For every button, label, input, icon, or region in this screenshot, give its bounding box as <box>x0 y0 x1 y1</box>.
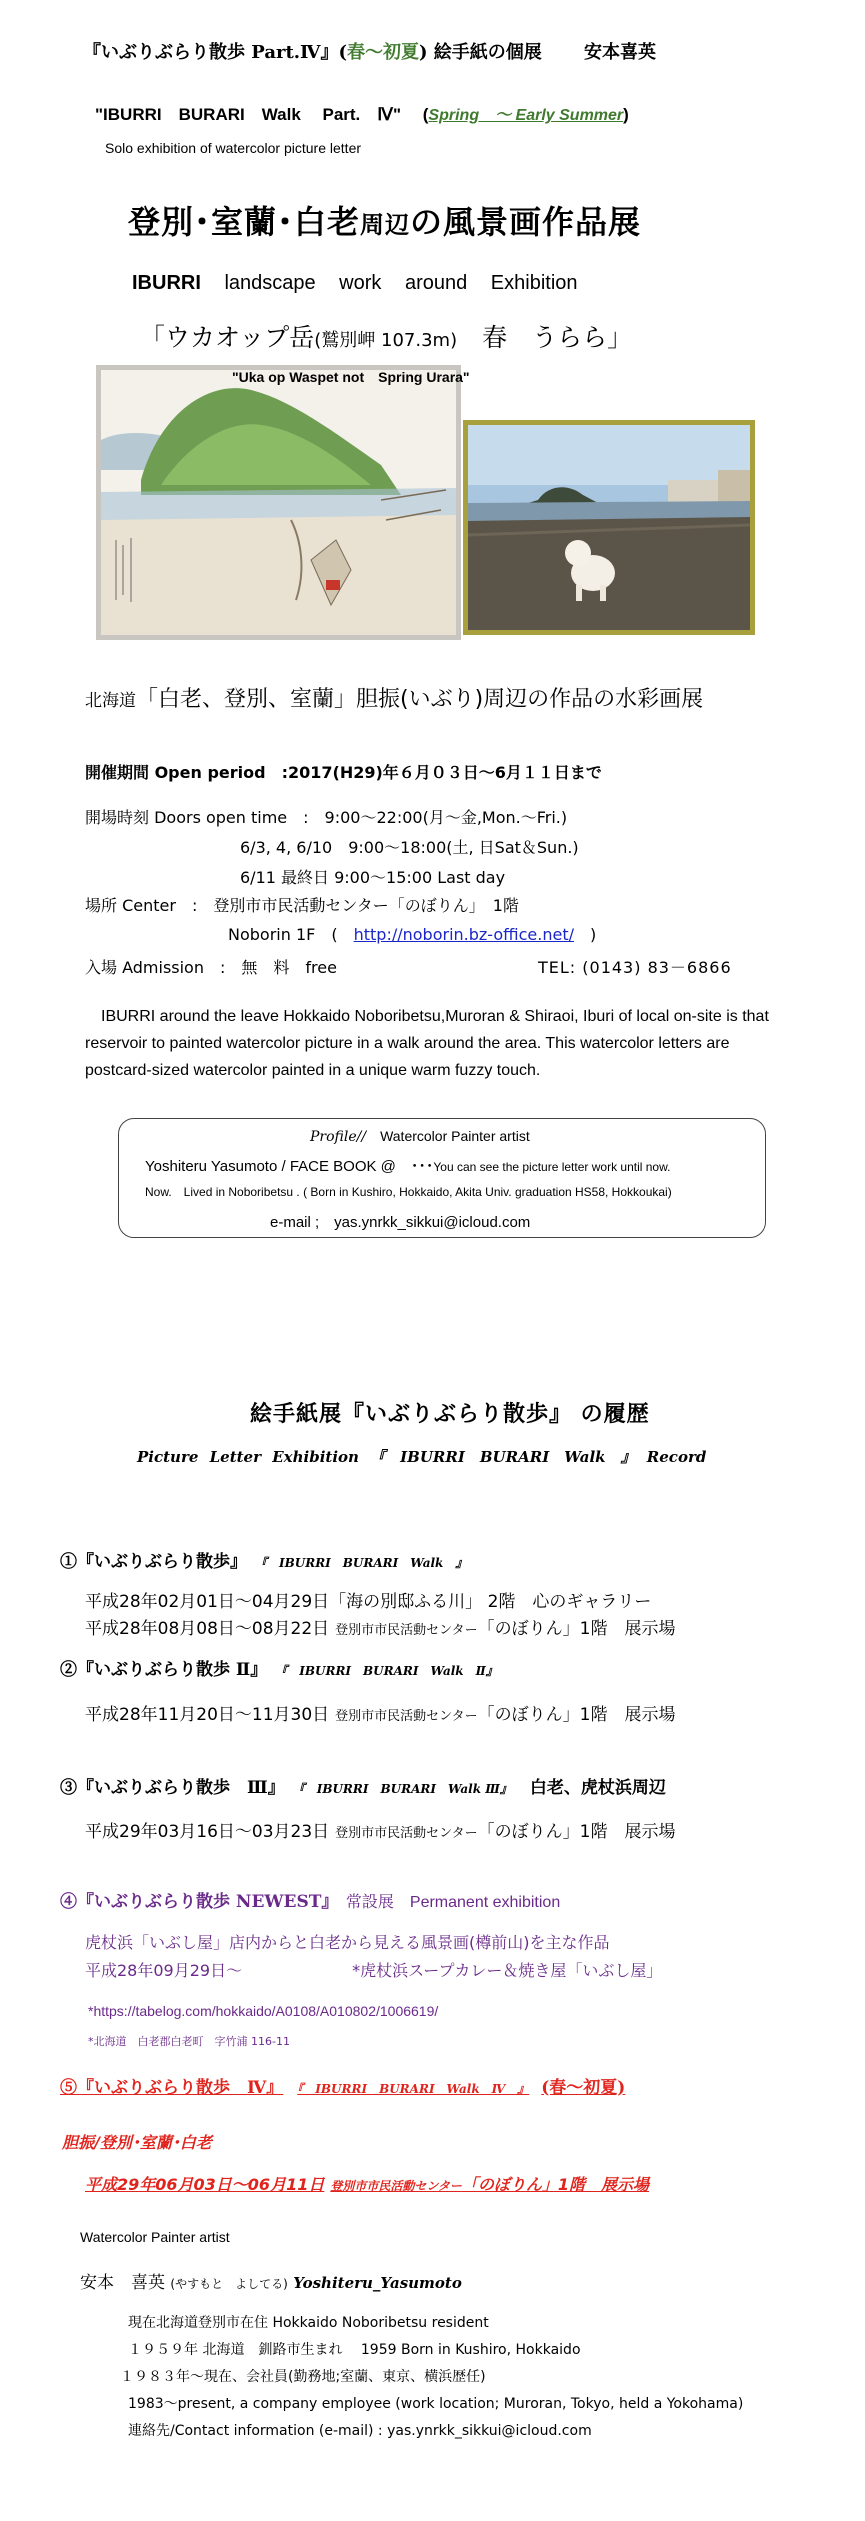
open-period-label: 開催期間 Open period : <box>85 763 288 782</box>
record-item-4-line-2 <box>85 1958 662 1981</box>
header-title-a: 『いぶりぶらり散歩 Part.Ⅳ』( <box>83 42 347 63</box>
header-season: 春～初夏 <box>347 42 419 63</box>
profile-facebook: / FACE BOOK @ ･･･ <box>277 1158 434 1175</box>
profile-name-line <box>145 1155 670 1176</box>
open-period <box>85 760 602 783</box>
record-2-1-date: 平成28年11月20日～11月30日 <box>85 1705 330 1725</box>
work-title-a: 「ウカオップ岳 <box>140 323 315 352</box>
record-item-5-area: 胆振/登別･室蘭･白老 <box>62 2133 212 2152</box>
watercolor-painting-image <box>96 365 461 640</box>
title-english-bold: IBURRI <box>132 272 201 294</box>
profile-email: e-mail ; yas.ynrkk_sikkui@icloud.com <box>270 1214 531 1231</box>
record-3-title-en: 『 IBURRI BURARI Walk Ⅲ』 <box>298 1782 512 1796</box>
record-item-5-heading <box>60 2073 625 2098</box>
profile-heading-label: Profile// <box>310 1129 367 1145</box>
record-4-date: 平成28年09月29日～ <box>85 1961 243 1980</box>
record-3-1-place: 「のぼりん」1階 展示場 <box>477 1822 676 1842</box>
admission <box>85 955 337 978</box>
artist-name: 安本 喜英 <box>80 2273 165 2293</box>
artist-label: Watercolor Painter artist <box>80 2229 230 2245</box>
record-2-title-en: 『 IBURRI BURARI Walk Ⅱ』 <box>281 1664 498 1678</box>
record-1-1-date: 平成28年02月01日～04月29日 <box>85 1592 330 1612</box>
exhibition-summary <box>85 682 703 713</box>
record-5-title-en: 『 IBURRI BURARI Walk Ⅳ 』 <box>297 2082 530 2096</box>
venue <box>85 893 519 916</box>
record-item-4-address: *北海道 白老郡白老町 字竹浦 116-11 <box>88 2035 290 2048</box>
record-item-3-line-1 <box>85 1817 675 1842</box>
record-item-1-line-1 <box>85 1587 651 1612</box>
title-english-rest: landscape work around Exhibition <box>200 272 578 294</box>
record-2-1-venue: 登別市市民活動センター <box>335 1709 478 1724</box>
doors-value: 9:00～22:00(月～金,Mon.～Fri.) <box>308 808 568 827</box>
venue-english <box>228 922 596 945</box>
venue-value: 登別市市民活動センター「のぼりん」 1階 <box>197 896 519 915</box>
header-title-b: ) 絵手紙の個展 安本喜英 <box>419 42 657 63</box>
artist-bio-line: 連絡先/Contact information (e-mail) : yas.ynrkk_sikkui@icloud.com <box>128 2423 592 2439</box>
header-en-season: Spring ～ Early Summer <box>428 107 624 124</box>
record-1-2-date: 平成28年08月08日～08月22日 <box>85 1619 330 1639</box>
doors-weekend: 6/3, 4, 6/10 9:00～18:00(土, 日Sat＆Sun.) <box>240 838 579 857</box>
doors-open-time <box>85 805 567 828</box>
artist-bio-line: 1983～present, a company employee (work location; Muroran, Tokyo, held a Yokohama) <box>128 2396 744 2412</box>
telephone: TEL: (0143) 83－6866 <box>538 958 732 977</box>
header-en-b: ) <box>623 105 629 124</box>
record-subtitle: Picture Letter Exhibition 『 IBURRI BURARI Walk 』 Record <box>137 1448 707 1466</box>
artist-bio-line: １９８３年～現在、会社員(勤務地;室蘭、東京、横浜歴任) <box>120 2369 486 2385</box>
summary-text: 「白老、登別、室蘭」胆振(いぶり)周辺の作品の水彩画展 <box>136 687 704 712</box>
open-period-value: 2017(H29)年６月０３日～6月１１日まで <box>287 763 602 782</box>
record-4-title: ④『いぶりぶらり散歩 NEWEST』 <box>60 1892 330 1912</box>
title-places: 登別･室蘭･白老 <box>128 203 361 241</box>
record-item-1-heading <box>60 1547 467 1572</box>
title-english <box>132 272 578 295</box>
header-line-jp <box>83 38 656 64</box>
summary-prefix: 北海道 <box>85 691 136 711</box>
record-1-1-place: 「海の別邸ふる川」 2階 心のギャラリー <box>329 1592 652 1612</box>
artist-name-line <box>80 2268 462 2293</box>
header-en-a: "IBURRI BURARI Walk Part. Ⅳ" ( <box>95 105 429 124</box>
page-title <box>128 197 641 243</box>
profile-name: Yoshiteru Yasumoto <box>145 1158 278 1175</box>
profile-heading <box>310 1126 530 1146</box>
record-item-3-heading <box>60 1773 666 1798</box>
record-2-title: ②『いぶりぶらり散歩 Ⅱ』 <box>60 1660 268 1680</box>
record-5-season: (春～初夏) <box>541 2078 626 2098</box>
beach-photo-image <box>463 420 755 635</box>
doors-last-day: 6/11 最終日 9:00～15:00 Last day <box>240 868 506 887</box>
venue-close: ) <box>574 925 597 944</box>
record-3-area: 白老、虎杖浜周辺 <box>529 1778 666 1798</box>
record-3-1-venue: 登別市市民活動センター <box>335 1826 478 1841</box>
record-5-venue: 登別市市民活動センター <box>330 2179 462 2193</box>
record-1-title: ①『いぶりぶらり散歩』 <box>60 1552 247 1572</box>
venue-floor: Noborin 1F ( <box>228 925 354 944</box>
record-item-4-line-1: 虎杖浜「いぶし屋」店内からと白老から見える風景画(樽前山)を主な作品 <box>85 1933 610 1952</box>
record-5-title: ⑤『いぶりぶらり散歩 Ⅳ』 <box>60 2078 284 2098</box>
record-item-4-heading <box>60 1887 560 1912</box>
record-item-1-line-2 <box>85 1614 675 1639</box>
record-item-5-line-1 <box>85 2172 649 2195</box>
work-title-english: "Uka op Waspet not Spring Urara" <box>232 369 470 385</box>
record-5-date: 平成29年06月03日～06月11日 <box>85 2175 325 2194</box>
profile-residence: Now. Lived in Noboribetsu . ( Born in Kushiro, Hokkaido, Akita Univ. graduation HS58, Hokkoukai) <box>145 1185 672 1199</box>
record-4-permanent: 常設展 Permanent exhibition <box>329 1894 561 1911</box>
record-1-2-place: 「のぼりん」1階 展示場 <box>477 1619 676 1639</box>
record-1-title-en: 『 IBURRI BURARI Walk 』 <box>261 1556 468 1570</box>
profile-facebook-note: You can see the picture letter work until now. <box>433 1160 671 1174</box>
admission-label: 入場 Admission : <box>85 958 226 977</box>
record-3-1-date: 平成29年03月16日～03月23日 <box>85 1822 330 1842</box>
header-subtitle: Solo exhibition of watercolor picture letter <box>105 140 362 156</box>
profile-heading-role: Watercolor Painter artist <box>366 1128 530 1144</box>
record-item-4-url: *https://tabelog.com/hokkaido/A0108/A010802/1006619/ <box>88 2003 439 2019</box>
header-line-en <box>95 100 629 125</box>
description-paragraph: IBURRI around the leave Hokkaido Noboribetsu,Muroran & Shiraoi, Iburi of local on-site is that reservoir to painted watercolor picture in a walk around the area. This watercolor letters are postcard-sized watercolor painted in a unique warm fuzzy touch. <box>85 1008 769 1079</box>
artist-bio-line: 現在北海道登別市在住 Hokkaido Noboribetsu resident <box>128 2315 489 2331</box>
venue-label: 場所 Center : <box>85 896 198 915</box>
record-3-title: ③『いぶりぶらり散歩 Ⅲ』 <box>60 1778 285 1798</box>
title-rest: の風景画作品展 <box>410 203 642 241</box>
work-title-b: 春 うらら」 <box>457 323 633 352</box>
artist-bio-line: １９５９年 北海道 釧路市生まれ 1959 Born in Kushiro, Hokkaido <box>128 2342 581 2358</box>
record-4-place: *虎杖浜スープカレー＆焼き屋「いぶし屋」 <box>352 1961 663 1980</box>
record-5-place: 「のぼりん」1階 展示場 <box>461 2175 650 2194</box>
title-around: 周辺 <box>360 211 411 239</box>
admission-value: 無 料 free <box>225 958 337 977</box>
work-title-height: (鷲別岬 107.3m) <box>314 330 458 351</box>
venue-link[interactable]: http://noborin.bz-office.net/ <box>353 925 574 944</box>
work-title <box>140 318 632 354</box>
record-item-2-line-1 <box>85 1700 675 1725</box>
record-2-1-place: 「のぼりん」1階 展示場 <box>477 1705 676 1725</box>
artist-name-kana: (やすもと よしてる) <box>170 2277 288 2291</box>
doors-label: 開場時刻 Doors open time : <box>85 808 309 827</box>
record-1-2-venue: 登別市市民活動センター <box>335 1623 478 1638</box>
artist-name-english: Yoshiteru_Yasumoto <box>293 2274 462 2292</box>
record-item-2-heading <box>60 1655 498 1680</box>
record-title: 絵手紙展『いぶりぶらり散歩』 の履歴 <box>250 1401 650 1427</box>
